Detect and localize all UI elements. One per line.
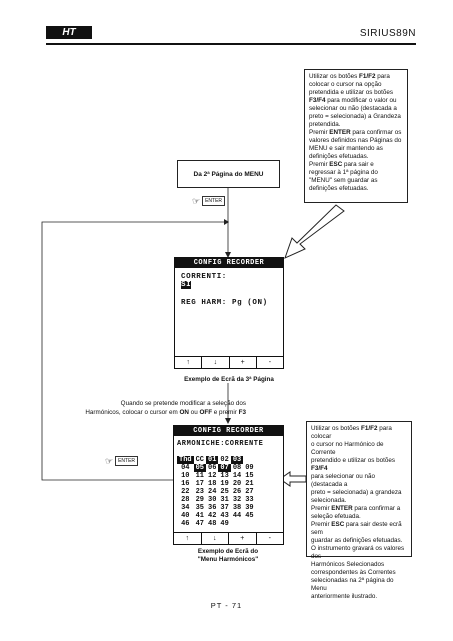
note-bottom-line: Harmónicos Selecionados <box>311 561 385 568</box>
pointing-hand-icon: ☞ <box>192 195 201 206</box>
screen2-caption: Exemplo de Ecrã do "Menu Harmónicos" <box>197 548 259 563</box>
harmonic-cell[interactable]: 26 <box>232 488 242 496</box>
model-name: SIRIUS89N <box>359 28 416 39</box>
harmonic-cell[interactable]: 33 <box>245 496 254 504</box>
note-top-line: regressar à 1ª página do <box>309 169 378 176</box>
harmonic-cell[interactable]: 46 <box>181 520 190 528</box>
harmonic-row <box>177 512 256 520</box>
harmonic-cell[interactable]: 14 <box>232 472 242 480</box>
f1-up-key[interactable]: ↑ <box>175 357 202 368</box>
harmonics-screen <box>173 425 284 545</box>
note-top-line: Premir ENTER para confirmar os <box>309 129 402 136</box>
harmonic-cell[interactable]: 24 <box>208 488 217 496</box>
harmonic-cell[interactable]: 04 <box>181 464 190 472</box>
harmonic-cell[interactable]: 44 <box>232 512 242 520</box>
harmonic-cell[interactable]: 36 <box>208 504 217 512</box>
note-top-line: definições efetuadas. <box>309 153 369 160</box>
harmonic-cell[interactable]: 38 <box>232 504 242 512</box>
harmonic-cell[interactable]: 17 <box>195 480 205 488</box>
note-bottom-line: seleção efetuada. <box>311 513 361 520</box>
note-bottom-line: guardar as definições efetuadas. <box>311 537 403 544</box>
f3-plus-key[interactable]: + <box>229 533 257 544</box>
note-bottom-line: Premir ENTER para confirmar a <box>311 505 401 512</box>
harmonic-cell[interactable]: 15 <box>245 472 254 480</box>
harmonic-cell[interactable]: 18 <box>208 480 217 488</box>
f4-minus-key[interactable]: - <box>268 359 272 366</box>
f1-up-key[interactable]: ↑ <box>174 533 202 544</box>
harmonic-row <box>177 464 256 472</box>
harmonics-grid <box>177 456 256 528</box>
current-selection[interactable]: SI <box>181 281 192 289</box>
correnti-label: CORRENTI: <box>181 273 227 281</box>
note-bottom-line: o cursor no Harmónico de Corrente <box>311 441 384 456</box>
harmonic-cell[interactable]: 35 <box>195 504 205 512</box>
f2-down-key[interactable]: ↓ <box>202 533 230 544</box>
harmonic-cell[interactable]: 40 <box>181 512 190 520</box>
harmonic-cell[interactable]: 39 <box>245 504 254 512</box>
f2-down-key[interactable]: ↓ <box>202 357 229 368</box>
menu-page-box <box>177 160 280 188</box>
instruction-note-top <box>304 69 408 203</box>
harmonic-row <box>177 472 256 480</box>
harmonic-cell[interactable]: Thd <box>179 456 192 464</box>
note-bottom-line: O instrumento gravará os valores dos <box>311 545 405 560</box>
harmonic-cell[interactable]: 31 <box>220 496 229 504</box>
harmonic-cell[interactable]: 25 <box>220 488 229 496</box>
note-bottom-line: preto = selecionada) a grandeza <box>311 489 402 496</box>
note-mid-line2: Harmónicos, colocar o cursor em ON ou OFF e premir F3 <box>85 409 246 416</box>
harmonic-cell[interactable]: 47 <box>195 520 205 528</box>
harmonic-cell[interactable]: 08 <box>232 464 242 472</box>
harmonic-row <box>177 480 256 488</box>
harmonic-cell[interactable]: 01 <box>208 456 217 464</box>
note-top-line: Utilizar os botões F1/F2 para <box>309 73 390 80</box>
note-top-line: colocar o cursor na opção <box>309 81 382 88</box>
screen-title: CONFIG RECORDER <box>175 258 283 268</box>
harmonic-cell[interactable]: 05 <box>195 464 205 472</box>
harmonic-cell[interactable]: 13 <box>220 472 229 480</box>
harmonic-cell[interactable]: 34 <box>181 504 190 512</box>
reg-harm-line[interactable]: REG HARM: Pg (ON) <box>181 299 268 307</box>
harmonic-cell[interactable]: 21 <box>245 480 254 488</box>
note-bottom-line: para selecionar ou não (destacada a <box>311 473 376 488</box>
harmonic-row <box>177 456 256 464</box>
function-keys-2 <box>174 532 283 544</box>
ht-logo: HT <box>46 26 92 39</box>
harmonic-row <box>177 496 256 504</box>
note-top-line: pretendida. <box>309 121 341 128</box>
note-top-line: "MENU" sem guardar as <box>309 177 378 184</box>
enter-key-group-1 <box>192 196 225 206</box>
note-top-line: valores definidos nas Páginas do <box>309 137 402 144</box>
harmonic-cell[interactable]: 32 <box>232 496 242 504</box>
note-bottom-line: selecionadas na 2ª página do Menu <box>311 577 394 592</box>
harmonic-cell[interactable]: 29 <box>195 496 205 504</box>
pointing-hand-icon: ☞ <box>105 455 114 466</box>
instruction-note-middle <box>80 399 246 417</box>
note-bottom-line: Utilizar os botões F1/F2 para colocar <box>311 425 392 440</box>
harmonic-cell[interactable]: 42 <box>208 512 217 520</box>
note-top-line: selecionar ou não (destacada a <box>309 105 397 112</box>
harmonic-cell[interactable]: 27 <box>245 488 254 496</box>
harmonic-cell[interactable]: 43 <box>220 512 229 520</box>
note-top-line: preto = selecionada) a Grandeza <box>309 113 401 120</box>
harmonic-cell[interactable]: 22 <box>181 488 190 496</box>
harmonic-row <box>177 520 256 528</box>
harmonic-cell[interactable]: 41 <box>195 512 205 520</box>
note-top-line: definições efetuadas. <box>309 185 369 192</box>
harmonic-cell[interactable]: 30 <box>208 496 217 504</box>
hollow-arrow-top <box>285 205 344 258</box>
enter-key[interactable]: ENTER <box>115 456 138 466</box>
instruction-note-bottom <box>306 421 412 600</box>
harmonic-row <box>177 504 256 512</box>
enter-key-group-2 <box>105 456 138 466</box>
harmonic-cell[interactable]: 20 <box>232 480 242 488</box>
harmonic-cell[interactable]: 12 <box>208 472 217 480</box>
note-top-line: Premir ESC para sair e <box>309 161 374 168</box>
harmonic-cell[interactable]: 45 <box>245 512 254 520</box>
harmonic-cell[interactable]: 16 <box>181 480 190 488</box>
harmonic-cell[interactable]: 23 <box>195 488 205 496</box>
harmonic-cell[interactable]: 19 <box>220 480 229 488</box>
harmonic-cell[interactable]: 07 <box>220 464 229 472</box>
note-bottom-line: pretendido e utilizar os botões F3/F4 <box>311 457 396 472</box>
harmonic-cell[interactable]: 09 <box>245 464 254 472</box>
page-number: PT - 71 <box>210 601 243 610</box>
f3-plus-key[interactable]: + <box>230 357 257 368</box>
harmonic-cell[interactable]: 48 <box>208 520 217 528</box>
harmonic-cell[interactable]: 37 <box>220 504 229 512</box>
harmonic-cell[interactable]: 28 <box>181 496 190 504</box>
note-bottom-line: Premir ESC para sair deste ecrã sem <box>311 521 402 536</box>
note-top-line: F3/F4 para modificar o valor ou <box>309 97 397 104</box>
f4-minus-key[interactable]: - <box>268 535 271 542</box>
screen2-title: CONFIG RECORDER <box>174 426 283 436</box>
function-keys <box>175 356 283 368</box>
note-top-line: pretendida e utilizar os botões <box>309 89 394 96</box>
note-mid-line1: Quando se pretende modificar a seleção dos <box>120 400 246 407</box>
screen1-caption: Exemplo de Ecrã da 3ª Página <box>184 376 274 383</box>
note-bottom-line: correspondentes às Correntes <box>311 569 396 576</box>
harmonic-cell[interactable]: 49 <box>220 520 229 528</box>
menu-page-label: Da 2ª Página do MENU <box>193 170 264 178</box>
harmonics-heading: ARMONICHE:CORRENTE <box>177 440 264 448</box>
harmonic-cell[interactable]: 02 <box>220 456 229 464</box>
harmonic-cell[interactable]: CC <box>195 456 205 464</box>
enter-key[interactable]: ENTER <box>202 196 225 206</box>
note-top-line: MENU e sair mantendo as <box>309 145 383 152</box>
harmonic-row <box>177 488 256 496</box>
harmonic-cell[interactable]: 06 <box>208 464 217 472</box>
note-bottom-line: anteriormente ilustrado. <box>311 593 378 600</box>
config-recorder-screen <box>174 257 284 369</box>
harmonic-cell[interactable]: 10 <box>181 472 190 480</box>
harmonic-cell[interactable]: 11 <box>195 472 205 480</box>
note-bottom-line: selecionada. <box>311 497 347 504</box>
harmonic-cell[interactable]: 03 <box>232 456 242 464</box>
